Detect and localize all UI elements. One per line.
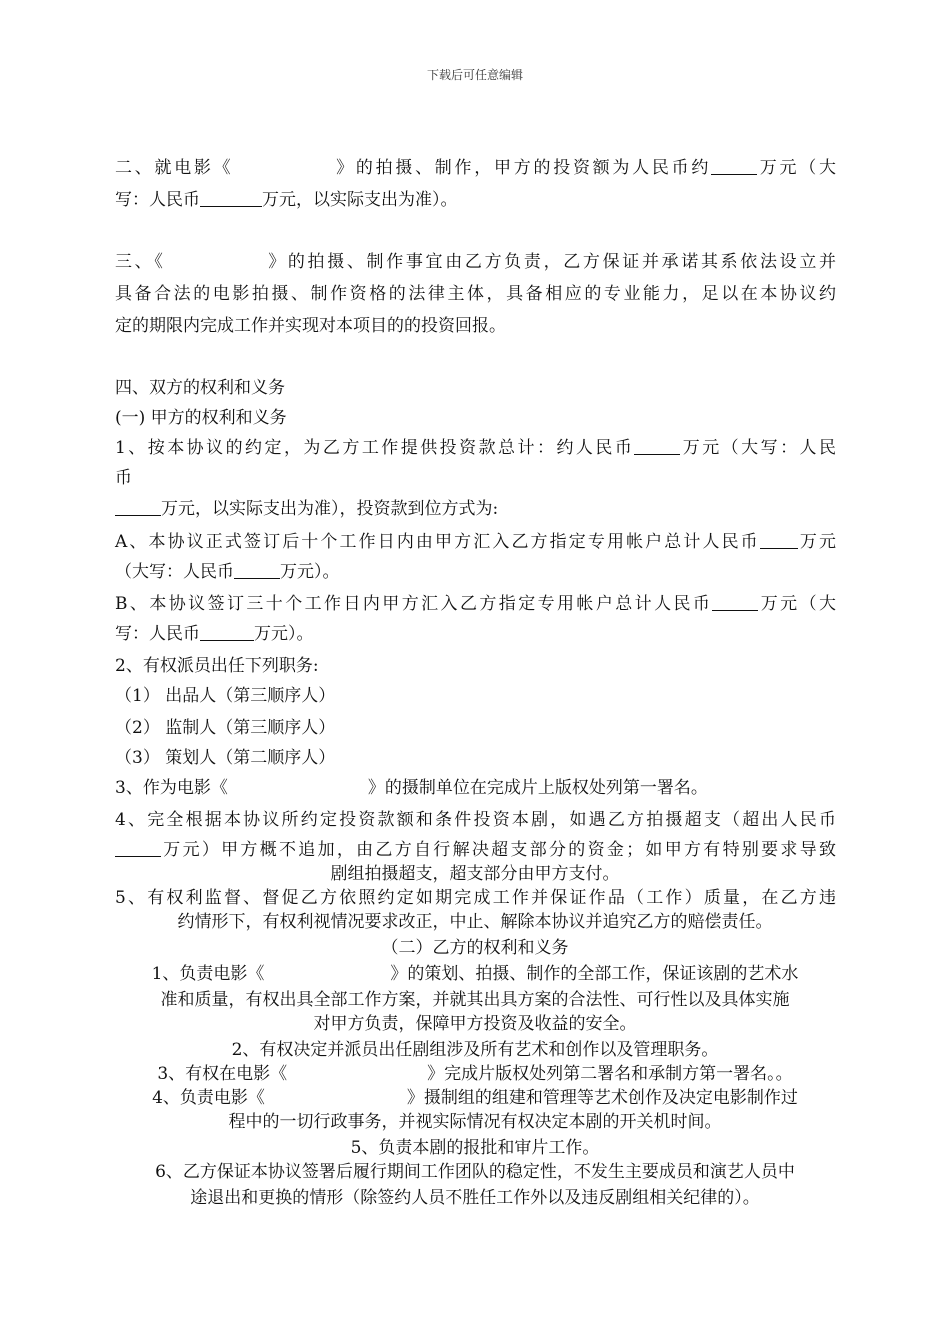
- itemB-line2: [115, 622, 314, 646]
- text: 写：人民币: [115, 190, 200, 210]
- text: 4、负责电影《: [152, 1088, 265, 1108]
- b6-line1: 6、乙方保证本协议签署后履行期间工作团队的稳定性，不发生主要成员和演艺人员中: [155, 1162, 795, 1182]
- blank-field: [234, 561, 280, 579]
- text: 万元）。: [254, 624, 314, 644]
- blank-field: [200, 623, 254, 641]
- sec3-line1: [115, 250, 836, 274]
- item1-line3: [115, 497, 498, 521]
- item5-line1: 5、有权利监督、督促乙方依照约定如期完成工作并保证作品（工作）质量，在乙方违: [115, 888, 836, 908]
- itemA-line2: [115, 560, 340, 584]
- item1-line1: [115, 436, 836, 460]
- sec3-line3: 定的期限内完成工作并实现对本项目的的投资回报。: [115, 316, 506, 336]
- text: 万元）。: [280, 562, 340, 582]
- blank-field: [760, 531, 798, 549]
- text: 二、就电影《: [115, 158, 234, 178]
- text: 3、作为电影《: [115, 778, 228, 798]
- text: A、本协议正式签订后十个工作日内由甲方汇入乙方指定专用帐户总计人民币: [115, 532, 760, 552]
- b2: 2、有权决定并派员出任剧组涉及所有艺术和创作以及管理职务。: [231, 1040, 719, 1060]
- item1-line2: 币: [115, 468, 132, 488]
- sec2-line1: [115, 156, 836, 180]
- text: 万元（大: [757, 158, 837, 178]
- blank-field: [200, 189, 262, 207]
- itemA-line1: [115, 530, 836, 554]
- text: 万元，以实际支出为准），投资款到位方式为:: [161, 499, 499, 519]
- text: 万元（大: [758, 594, 837, 614]
- b4-line1: [0, 1086, 950, 1110]
- b1-line2: 准和质量，有权出具全部工作方案，并就其出具方案的合法性、可行性以及具体实施: [160, 990, 790, 1010]
- text: 万元）甲方概不追加，由乙方自行解决超支部分的资金；如甲方有特别要求导致: [161, 840, 836, 860]
- text: 1、负责电影《: [151, 964, 265, 984]
- text: 》的拍摄、制作事宜由乙方负责，乙方保证并承诺其系依法设立并: [265, 252, 836, 272]
- text: B、本协议签订三十个工作日内甲方汇入乙方指定专用帐户总计人民币: [115, 594, 713, 614]
- itemB-line1: [115, 592, 836, 616]
- partB-title: （二）乙方的权利和义务: [381, 938, 569, 958]
- text: 1、按本协议的约定，为乙方工作提供投资款总计：约人民币: [115, 438, 635, 458]
- item2-sub3: （3） 策划人（第二顺序人）: [115, 748, 336, 768]
- blank-field: [634, 437, 680, 455]
- text: 》的摄制单位在完成片上版权处列第一署名。: [367, 778, 708, 798]
- item3: [115, 776, 708, 800]
- b5: 5、负责本剧的报批和审片工作。: [350, 1138, 600, 1158]
- partA-title: (一) 甲方的权利和义务: [115, 408, 287, 428]
- sec3-line2: 具备合法的电影拍摄、制作资格的法律主体，具备相应的专业能力，足以在本协议约: [115, 284, 836, 304]
- b4-line2: 程中的一切行政事务，并视实际情况有权决定本剧的开关机时间。: [228, 1112, 722, 1132]
- text: （大写：人民币: [115, 562, 234, 582]
- text: 写：人民币: [115, 624, 200, 644]
- sec4-title: 四、双方的权利和义务: [115, 378, 285, 398]
- item4-line3: 剧组拍摄超支，超支部分由甲方支付。: [330, 864, 620, 884]
- b1-line3: 对甲方负责，保障甲方投资及收益的安全。: [313, 1014, 637, 1034]
- b6-line2: 途退出和更换的情形（除签约人员不胜任工作外以及违反剧组相关纪律的）。: [190, 1188, 760, 1208]
- text: 》的拍摄、制作，甲方的投资额为人民币约: [333, 158, 712, 178]
- text: 》完成片版权处列第二署名和承制方第一署名。。: [427, 1064, 793, 1084]
- text: 万元（大写：人民: [680, 438, 836, 458]
- text: 三、《: [115, 252, 166, 272]
- text: 万元，以实际支出为准）。: [262, 190, 458, 210]
- blank-field: [712, 593, 758, 611]
- b3: [0, 1062, 950, 1086]
- page-header: 下载后可任意编辑: [426, 68, 523, 82]
- text: 》的策划、拍摄、制作的全部工作，保证该剧的艺术水: [390, 964, 799, 984]
- item2: 2、有权派员出任下列职务:: [115, 656, 319, 676]
- blank-field: [711, 157, 757, 175]
- sec2-line2: [115, 188, 458, 212]
- blank-field: [115, 498, 161, 516]
- item2-sub1: （1） 出品人（第三顺序人）: [115, 686, 336, 706]
- item2-sub2: （2） 监制人（第三顺序人）: [115, 718, 336, 738]
- text: 3、有权在电影《: [157, 1064, 288, 1084]
- text: 万元: [797, 532, 837, 552]
- b1-line1: [0, 962, 950, 986]
- item5-line2: 约情形下，有权利视情况要求改正，中止、解除本协议并追究乙方的赔偿责任。: [177, 912, 773, 932]
- item4-line1: 4、完全根据本协议所约定投资款额和条件投资本剧，如遇乙方拍摄超支（超出人民币: [115, 810, 836, 830]
- item4-line2: [115, 838, 836, 862]
- blank-field: [115, 839, 161, 857]
- text: 》摄制组的组建和管理等艺术创作及决定电影制作过: [406, 1088, 798, 1108]
